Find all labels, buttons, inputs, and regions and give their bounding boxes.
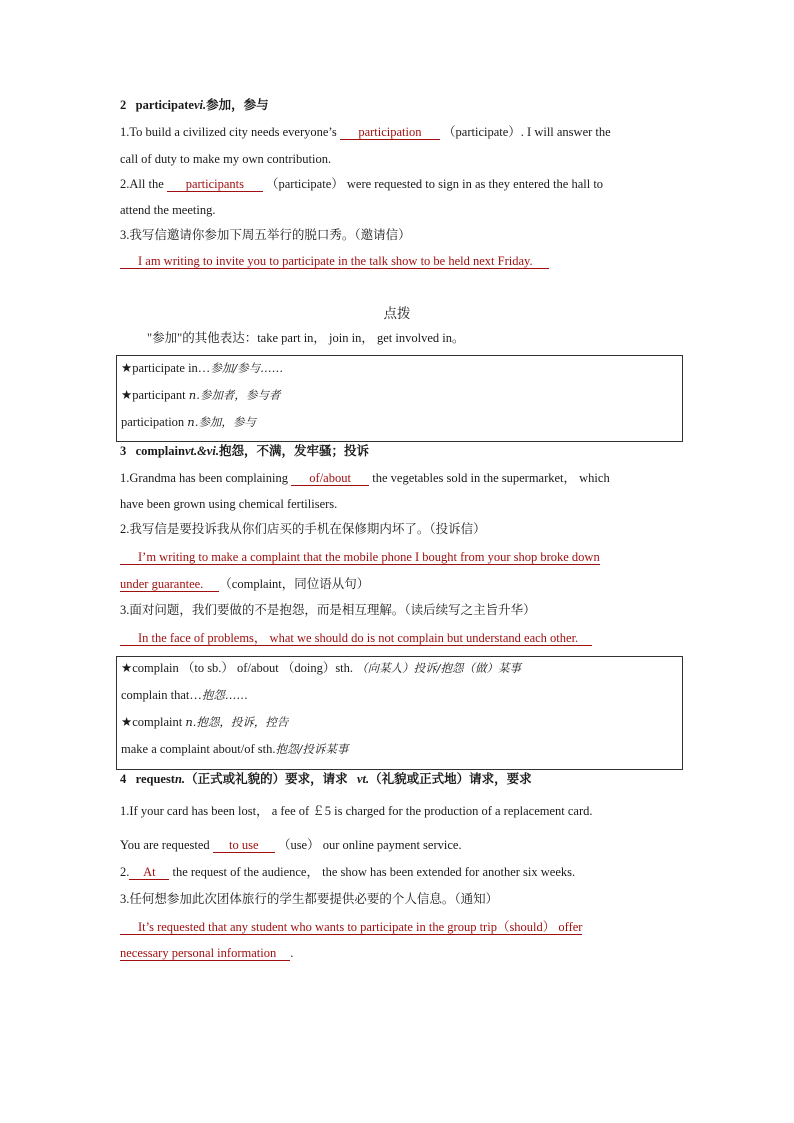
exercise-3-1: 1.Grandma has been complaining of/about the vegetables sold in the supermarket， which bbox=[120, 471, 610, 485]
tip-text: "参加"的其他表达：take part in， join in， get involved in。 bbox=[147, 331, 465, 345]
note-box-complain bbox=[116, 656, 683, 770]
headword: complain bbox=[135, 444, 185, 458]
exercise-4-3-answer-cont: necessary personal information . bbox=[120, 946, 294, 960]
note-line: complain that…抱怨…… bbox=[121, 688, 248, 702]
headword-meaning: （正式或礼貌的）要求，请求 bbox=[185, 772, 348, 786]
exercise-4-3-answer: It’s requested that any student who wants to participate in the group trip（should） offer bbox=[120, 919, 582, 935]
note-line: participation n.参加，参与 bbox=[121, 415, 256, 429]
exercise-2-3-answer: I am writing to invite you to participate in the talk show to be held next Friday. bbox=[120, 253, 549, 269]
exercise-3-2-answer-cont: under guarantee. （complaint，同位语从句） bbox=[120, 577, 370, 591]
note-line: ★participate in…参加/参与…… bbox=[121, 361, 284, 375]
exercise-2-1: 1.To build a civilized city needs everyone’s participation （participate）. I will answer the bbox=[120, 125, 611, 139]
note-line: ★participant n.参加者，参与者 bbox=[121, 388, 281, 402]
exercise-4-2: 2. At the request of the audience， the show has been extended for another six weeks. bbox=[120, 865, 576, 879]
exercise-4-1-cont: You are requested to use （use） our online payment service. bbox=[120, 838, 462, 852]
part-of-speech: vi. bbox=[193, 98, 207, 112]
part-of-speech: vt.&vi. bbox=[184, 444, 219, 458]
exercise-2-2-cont: attend the meeting. bbox=[120, 203, 216, 217]
tip-title: 点拨 bbox=[383, 306, 411, 321]
exercise-4-1: 1.If your card has been lost， a fee of ￡5 is charged for the production of a replacement card. bbox=[120, 804, 593, 818]
part-of-speech: vt. bbox=[356, 772, 370, 786]
note-line: ★complaint n.抱怨，投诉，控告 bbox=[121, 715, 289, 729]
part-of-speech: n. bbox=[174, 772, 186, 786]
answer-blank: At bbox=[129, 865, 169, 880]
headword: participate bbox=[135, 98, 194, 112]
exercise-3-2-prompt: 2.我写信是要投诉我从你们店买的手机在保修期内坏了。（投诉信） bbox=[120, 522, 486, 536]
section-2-heading bbox=[120, 97, 269, 113]
answer-blank: participants bbox=[167, 177, 263, 192]
section-number: 2 bbox=[120, 98, 127, 112]
exercise-3-2-answer: I’m writing to make a complaint that the mobile phone I bought from your shop broke down bbox=[120, 549, 600, 565]
answer-blank: of/about bbox=[291, 471, 369, 486]
note-line: make a complaint about/of sth.抱怨/投诉某事 bbox=[121, 742, 349, 756]
section-4-heading bbox=[120, 771, 532, 787]
exercise-2-2: 2.All the participants （participate） were requested to sign in as they entered the hall to bbox=[120, 177, 604, 191]
headword: request bbox=[135, 772, 175, 786]
headword-meaning: 抱怨，不满，发牢骚；投诉 bbox=[218, 444, 369, 458]
exercise-3-3-prompt: 3.面对问题，我们要做的不是抱怨，而是相互理解。（读后续写之主旨升华） bbox=[120, 603, 536, 617]
note-line: ★complain （to sb.） of/about （doing）sth. （向某人）投诉/抱怨（做）某事 bbox=[121, 661, 522, 675]
exercise-4-3-prompt: 3.任何想参加此次团体旅行的学生都要提供必要的个人信息。（通知） bbox=[120, 892, 499, 906]
section-3-heading bbox=[120, 443, 369, 459]
exercise-2-3-prompt: 3.我写信邀请你参加下周五举行的脱口秀。（邀请信） bbox=[120, 228, 411, 242]
exercise-3-1-cont: have been grown using chemical fertilisers. bbox=[120, 497, 338, 511]
section-number: 3 bbox=[120, 444, 127, 458]
exercise-3-3-answer: In the face of problems， what we should do is not complain but understand each other. bbox=[120, 630, 592, 646]
answer-blank: participation bbox=[340, 125, 440, 140]
section-number: 4 bbox=[120, 772, 127, 786]
answer-blank: to use bbox=[213, 838, 275, 853]
headword-meaning: （礼貌或正式地）请求，要求 bbox=[369, 772, 532, 786]
headword-meaning: 参加，参与 bbox=[206, 98, 269, 112]
note-box-participate bbox=[116, 355, 683, 442]
exercise-2-1-cont: call of duty to make my own contribution. bbox=[120, 152, 332, 166]
